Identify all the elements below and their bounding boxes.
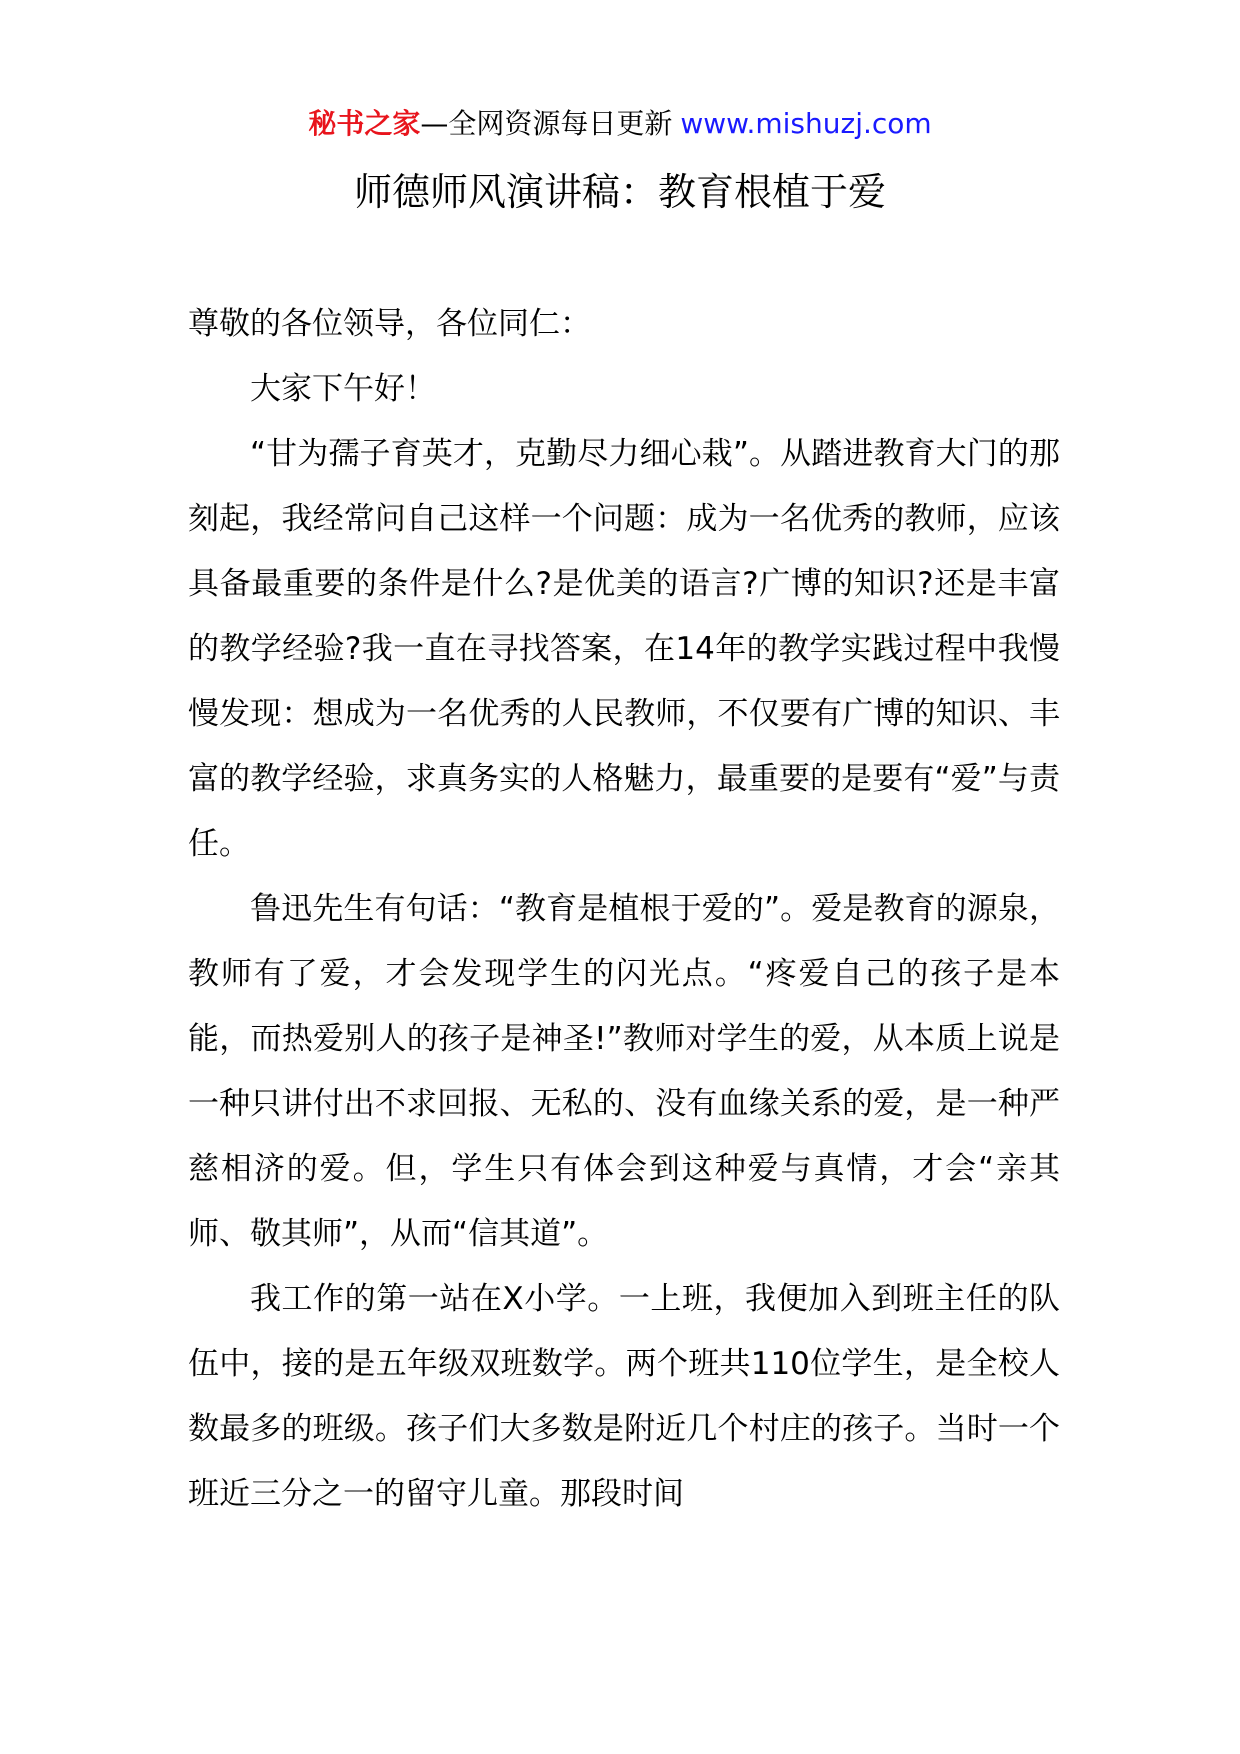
- greeting: 大家下午好！: [250, 371, 436, 407]
- site-url-link[interactable]: www.mishuzj.com: [680, 107, 932, 140]
- header-tagline: —全网资源每日更新: [420, 107, 673, 140]
- salutation: 尊敬的各位领导，各位同仁：: [188, 306, 591, 342]
- site-header: [0, 102, 1240, 146]
- brand-name: 秘书之家: [308, 107, 421, 140]
- paragraph: “甘为孺子育英才，克勤尽力细心栽”。从踏进教育大门的那刻起，我经常问自己这样一个问题：成为一名优秀的教师，应该具备最重要的条件是什么?是优美的语言?广博的知识?还是丰富的教学经验?我一直在寻找答案，在14年的教学实践过程中我慢慢发现：想成为一名优秀的人民教师，不仅要有广博的知识、丰富的教学经验，求真务实的人格魅力，最重要的是要有“爱”与责任。: [188, 436, 1060, 862]
- document-body: [188, 292, 1060, 1527]
- document-title: 师德师风演讲稿：教育根植于爱: [353, 170, 886, 214]
- paragraph: 我工作的第一站在X小学。一上班，我便加入到班主任的队伍中，接的是五年级双班数学。两个班共110位学生，是全校人数最多的班级。孩子们大多数是附近几个村庄的孩子。当时一个班近三分之一的留守儿童。那段时间: [188, 1281, 1060, 1512]
- paragraph: 鲁迅先生有句话：“教育是植根于爱的”。爱是教育的源泉，教师有了爱，才会发现学生的闪光点。“疼爱自己的孩子是本能，而热爱别人的孩子是神圣!”教师对学生的爱，从本质上说是一种只讲付出不求回报、无私的、没有血缘关系的爱，是一种严慈相济的爱。但，学生只有体会到这种爱与真情，才会“亲其师、敬其师”，从而“信其道”。: [188, 891, 1061, 1252]
